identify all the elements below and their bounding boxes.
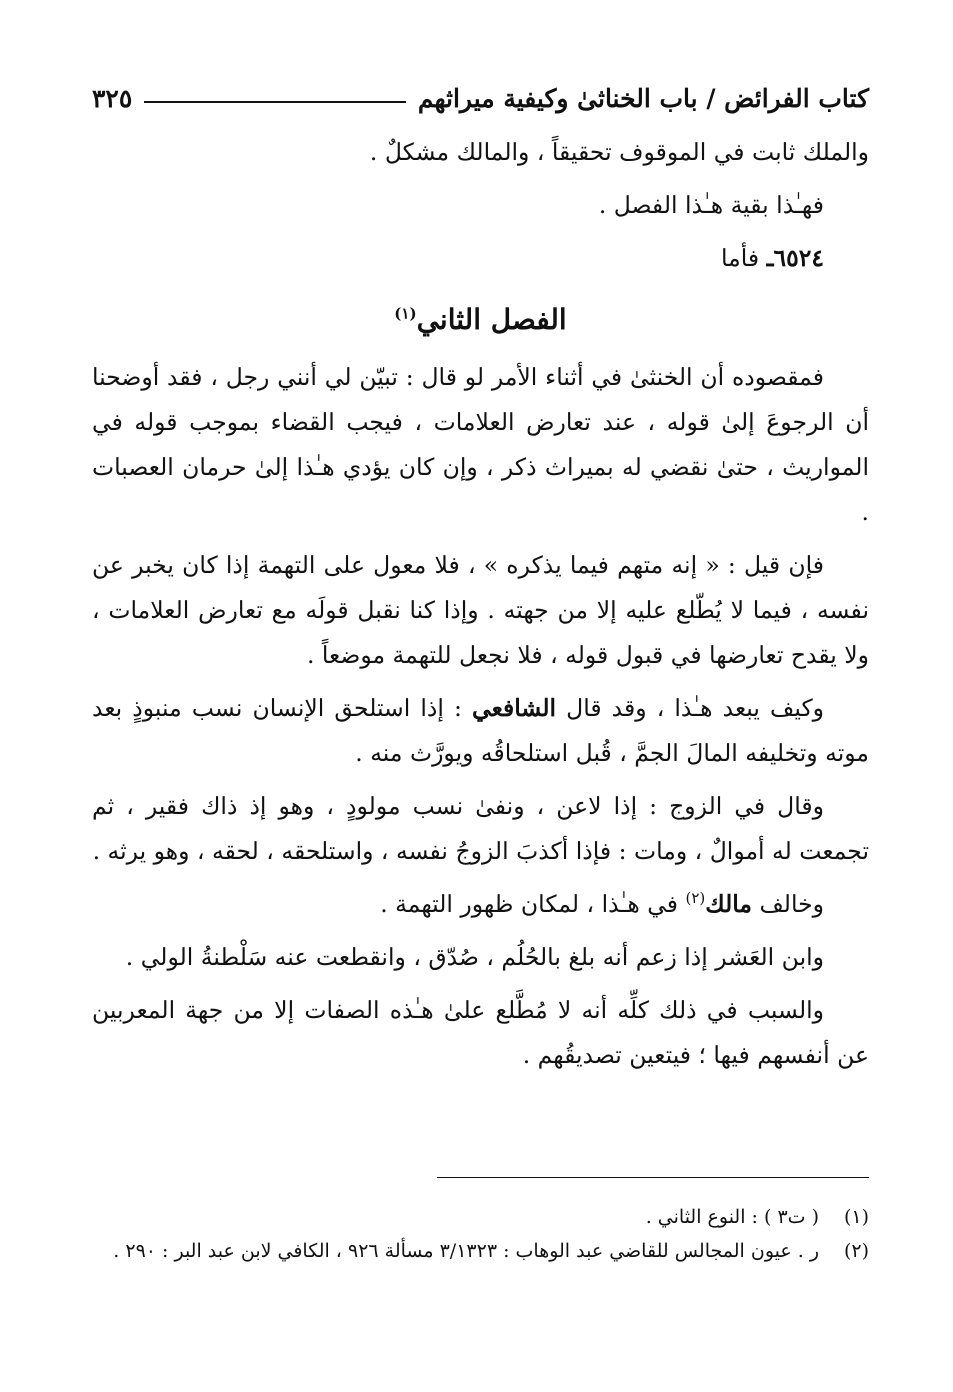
name-malik: مالك xyxy=(705,890,752,918)
paragraph-5: فإن قيل : « إنه متهم فيما يذكره » ، فلا معول على التهمة إذا كان يخبر عن نفسه ، فيما لا يُطّلع عليه إلا من جهته . وإذا كنا نقبل قولَه مع تعارض العلامات ، ولا يقدح تعارضها في قبول قوله ، فلا نجعل للتهمة موضعاً . xyxy=(92,551,869,669)
paragraph-8-a: وخالف xyxy=(752,890,824,918)
header-title: كتاب الفرائض / باب الخناثىٰ وكيفية ميراثهم xyxy=(417,83,869,113)
paragraph-10: والسبب في ذلك كلِّه أنه لا مُطَّلع علىٰ هـٰذه الصفات إلا من جهة المعربين عن أنفسهم فيها ؛ فيتعين تصديقُهم . xyxy=(92,996,869,1069)
footnote-ref-2: (٢) xyxy=(685,889,706,908)
paragraph-1: والملك ثابت في الموقوف تحقيقاً ، والمالك مشكلٌ . xyxy=(369,138,869,166)
main-text xyxy=(92,130,869,1086)
footnote-2-mark: (٢) xyxy=(843,1240,869,1262)
chapter-heading-text: الفصل الثاني xyxy=(416,303,567,336)
paragraph-6-b: : إذا استلحق الإنسان نسب منبوذٍ بعد موته وتخليفه المالَ الجمَّ ، قُبل استلحاقُه ويورَّث منه . xyxy=(92,694,869,767)
paragraph-4: فمقصوده أن الخنثىٰ في أثناء الأمر لو قال : تبيّن لي أنني رجل ، فقد أوضحنا أن الرجوعَ إلىٰ قوله ، عند تعارض العلامات ، فيجب القضاء بموجب قوله في المواريث ، حتىٰ نقضي له بميراث ذكر ، وإن كان يؤدي هـٰذا إلىٰ حرمان العصبات . xyxy=(92,363,869,526)
footnote-separator xyxy=(437,1177,869,1178)
paragraph-8 xyxy=(92,882,869,927)
footnote-2 xyxy=(92,1234,869,1268)
name-shafii: الشافعي xyxy=(472,694,557,722)
header-rule xyxy=(144,101,406,103)
section-number: ٦٥٢٤ـ xyxy=(766,244,824,272)
chapter-heading xyxy=(92,295,869,345)
running-header xyxy=(92,78,869,118)
footnote-1 xyxy=(92,1200,869,1234)
paragraph-7: وقال في الزوج : إذا لاعن ، ونفىٰ نسب مولودٍ ، وهو إذ ذاك فقير ، ثم تجمعت له أموالٌ ، ومات : فإذا أكذبَ الزوجُ نفسه ، واستلحقه ، لحقه ، وهو يرثه . xyxy=(92,792,869,865)
page-number: ٣٢٥ xyxy=(92,83,133,113)
paragraph-2: فهـٰذا بقية هـٰذا الفصل . xyxy=(598,191,824,219)
footnote-1-mark: (١) xyxy=(843,1206,869,1228)
paragraph-9: وابن العَشر إذا زعم أنه بلغ بالحُلُم ، صُدّق ، وانقطعت عنه سَلْطنةُ الولي . xyxy=(125,943,824,971)
paragraph-8-b: في هـٰذا ، لمكان ظهور التهمة . xyxy=(380,890,686,918)
paragraph-6 xyxy=(92,686,869,776)
footnote-2-text: ر . عيون المجالس للقاضي عبد الوهاب : ٣/١٣٢٣ مسألة ٩٢٦ ، الكافي لابن عبد البر : ٢٩٠ . xyxy=(113,1240,819,1262)
paragraph-6-a: وكيف يبعد هـٰذا ، وقد قال xyxy=(556,694,824,722)
paragraph-3-text: فأما xyxy=(720,244,767,272)
paragraph-3 xyxy=(92,236,869,281)
footnote-ref-1: (١) xyxy=(394,304,417,323)
footnote-1-text: ( ت٣ ) : النوع الثاني . xyxy=(645,1206,819,1228)
footnotes xyxy=(92,1200,869,1268)
